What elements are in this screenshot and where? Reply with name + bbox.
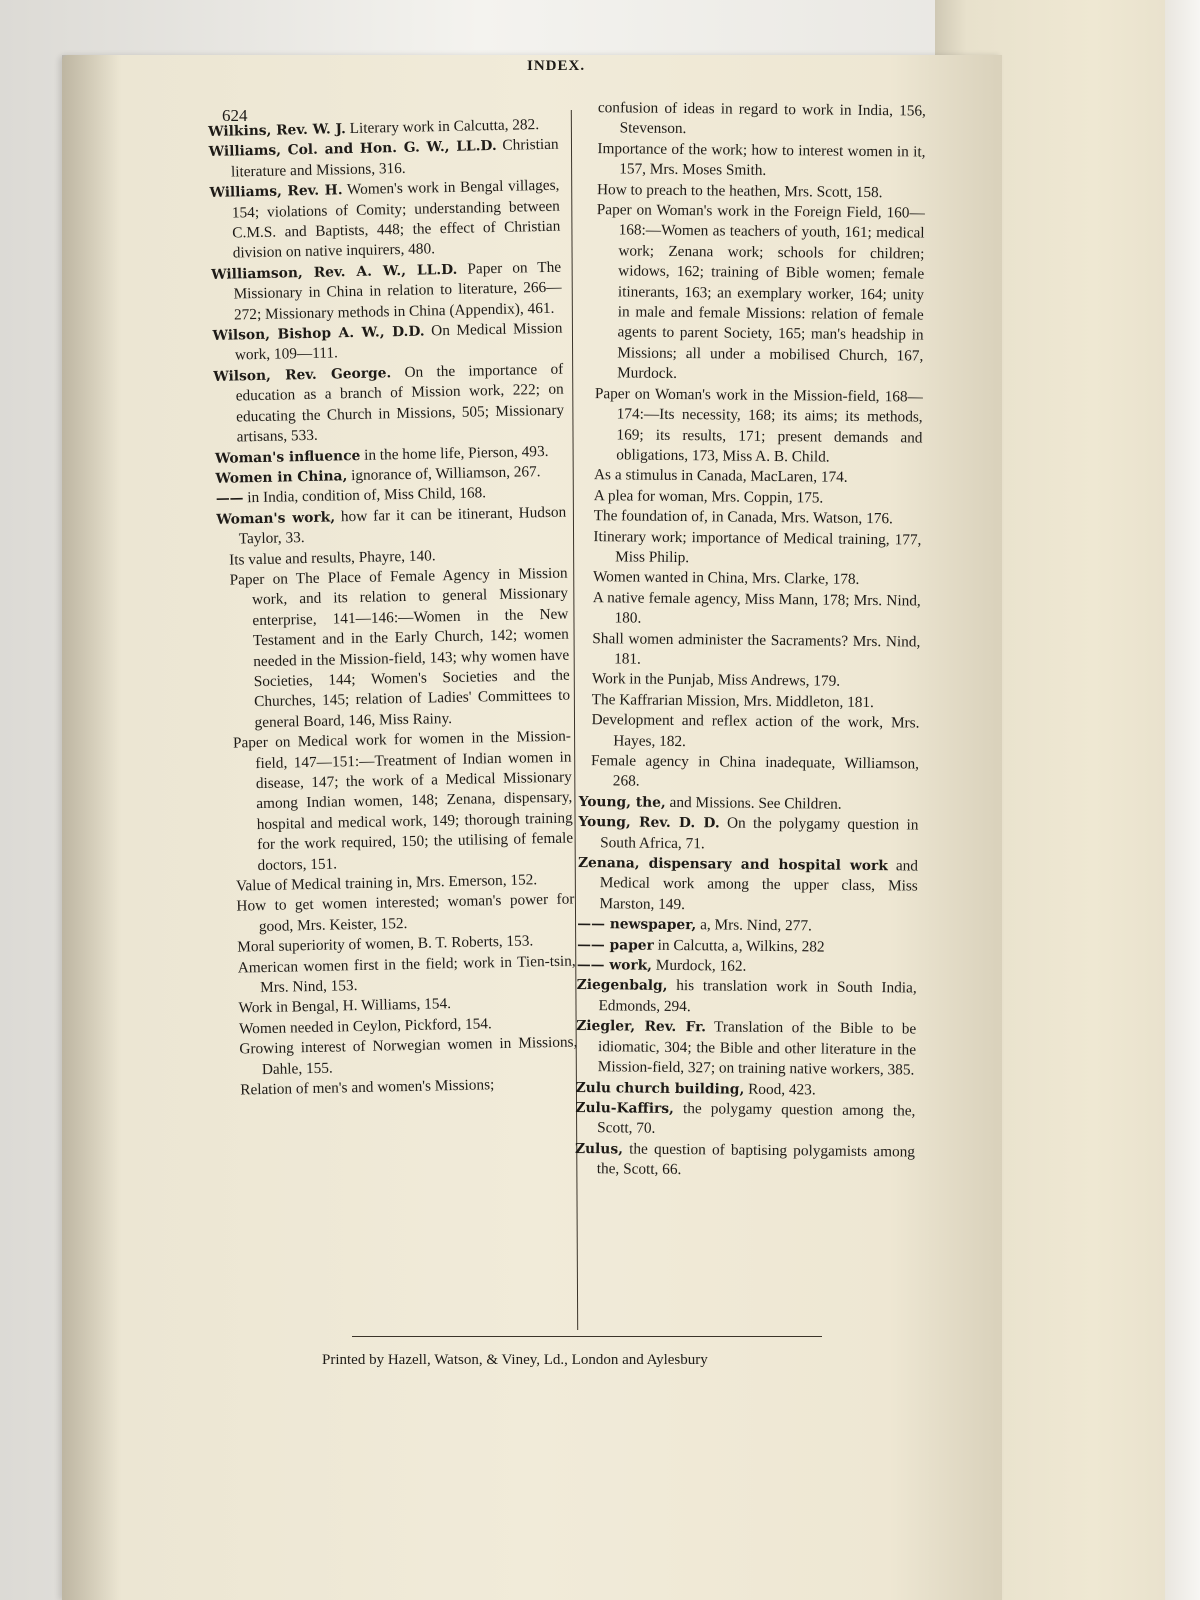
index-entry (577, 853, 918, 918)
entry-heading: Zulu church building, (575, 1079, 745, 1098)
index-entry (576, 975, 916, 1019)
printer-imprint: Printed by Hazell, Watson, & Viney, Ld., London and Aylesbury (322, 1352, 708, 1368)
index-column-left (208, 115, 578, 1102)
index-entry (575, 1139, 915, 1183)
entry-text: ignorance of, Williamson, 267. (347, 463, 541, 485)
running-header: INDEX. (527, 58, 586, 74)
index-subentry: Female agency in China inadequate, Williamson, 268. (590, 752, 920, 791)
entry-text: Rood, 423. (744, 1080, 816, 1098)
entry-text: the polygamy question among the, Scott, 70. (597, 1099, 916, 1138)
index-subentry: Women needed in Ceylon, Pickford, 154. (238, 1015, 492, 1038)
index-entry (211, 257, 562, 326)
index-entry (213, 359, 565, 448)
index-subentry: Paper on The Place of Female Agency in Mission work, and its relation to general Missionary enterprise, 141—146:—Women in the New Testament and in the Early Church, 142; women needed in the Mission-field, 143; why women have Societies, 144; Women's Societies and the Churches, 145; relation of Ladies' Committees to general Board, 146, Miss Rainy. (229, 564, 571, 731)
index-entry (575, 1098, 915, 1142)
index-column-right (575, 98, 926, 1183)
right-subentries (579, 98, 926, 795)
index-subentry: The foundation of, in Canada, Mrs. Watson, 176. (593, 507, 893, 528)
entry-text: in Calcutta, a, Wilkins, 282 (653, 936, 825, 956)
entry-text: a, Mrs. Nind, 277. (696, 916, 812, 935)
index-subentry: Paper on Medical work for women in the Mission-field, 147—151:—Treatment of Indian women in disease, 147; the work of a Medical Missionary among Indian women, 148; Zenana, dispensary, hospital and medical work, 149; thorough training for the work required, 150; the utilising of female doctors, 151. (232, 727, 574, 874)
index-subentry: confusion of ideas in regard to work in India, 156, Stevenson. (597, 99, 926, 138)
index-subentry: How to get women interested; woman's power for good, Mrs. Keister, 152. (236, 890, 575, 935)
entry-text: how far it can be itinerant, Hudson Taylor, 33. (238, 503, 567, 548)
index-subentry: Itinerary work; importance of Medical training, 177, Miss Philip. (593, 527, 922, 567)
entry-text: in India, condition of, Miss Child, 168. (243, 484, 487, 507)
index-subentry: Importance of the work; how to interest women in it, 157, Mrs. Moses Smith. (597, 139, 926, 180)
entry-text: Christian literature and Missions, 316. (230, 136, 559, 181)
index-entry (576, 1016, 917, 1081)
entry-text: Translation of the Bible to be idiomatic, 304; the Bible and other literature in the Mission-field, 327; on training native workers, 385. (597, 1018, 917, 1079)
entry-heading: Young, the, (578, 793, 666, 811)
entry-heading: Wilkins, Rev. W. J. (208, 121, 346, 140)
index-subentry: Value of Medical training in, Mrs. Emerson, 152. (235, 871, 538, 895)
index-entry (209, 176, 561, 265)
entry-heading: —— paper (577, 936, 654, 954)
entry-text: Murdock, 162. (651, 956, 747, 975)
index-subentry: The Kaffrarian Mission, Mrs. Middleton, 181. (591, 690, 875, 711)
index-subentry: As a stimulus in Canada, MacLaren, 174. (593, 466, 848, 487)
entry-text: On the polygamy question in South Africa, 71. (600, 814, 919, 852)
index-entry (578, 812, 918, 856)
index-subentry: Paper on Woman's work in the Mission-field, 168—174:—Its necessity, 168; its aims; its methods, 169; its results, 171; present demands and obligations, 173, Miss A. B. Child. (594, 384, 923, 466)
index-subentry: A plea for woman, Mrs. Coppin, 175. (593, 486, 824, 507)
entry-heading: Ziegler, Rev. Fr. (576, 1018, 707, 1036)
page-number: 624 (222, 106, 248, 125)
index-subentry: A native female agency, Miss Mann, 178; Mrs. Nind, 180. (592, 588, 921, 627)
index-subentry: Work in Bengal, H. Williams, 154. (238, 995, 452, 1018)
index-subentry: How to preach to the heathen, Mrs. Scott, 158. (596, 180, 883, 201)
index-subentry: Its value and results, Phayre, 140. (228, 546, 436, 569)
right-main-entries (575, 792, 919, 1183)
entry-text: the question of baptising polygamists among the, Scott, 66. (596, 1140, 916, 1179)
entry-heading: Zulu-Kaffirs, (575, 1099, 674, 1117)
entry-heading: —— (215, 490, 244, 508)
index-subentry: Paper on Woman's work in the Foreign Field, 160—168:—Women as teachers of youth, 161; medical work; Zenana work; schools for children; widows, 162; training of Bible women; female itinerants, 163; an exemplary worker, 164; unity in male and female Missions: relation of female agents to parent Society, 165; man's headship in Missions; all under a mobilised Church, 167, Murdock. (596, 201, 925, 383)
entry-heading: —— newspaper, (577, 916, 697, 934)
entry-text: Women's work in Bengal villages, 154; violations of Comity; understanding between C.M.S. and Baptists, 448; the effect of Christian division on native inquirers, 480. (231, 176, 561, 262)
entry-text: and Missions. See Children. (665, 793, 842, 813)
entry-heading: Williams, Col. and Hon. G. W., LL.D. (208, 138, 497, 161)
index-subentry: Growing interest of Norwegian women in Missions, Dahle, 155. (239, 1033, 578, 1078)
index-subentry: Shall women administer the Sacraments? Mrs. Nind, 181. (592, 629, 921, 668)
entry-heading: Wilson, Bishop A. W., D.D. (212, 323, 425, 345)
entry-text: his translation work in South India, Edmonds, 294. (598, 977, 917, 1016)
entry-heading: —— work, (576, 957, 653, 974)
index-subentry: Women wanted in China, Mrs. Clarke, 178. (592, 568, 860, 589)
entry-text: and Medical work among the upper class, Miss Marston, 149. (599, 857, 919, 913)
entry-heading: Woman's work, (216, 509, 336, 528)
entry-text: in the home life, Pierson, 493. (360, 442, 549, 464)
entry-heading: Women in China, (215, 468, 348, 487)
index-subentry: Relation of men's and women's Missions; (240, 1076, 495, 1099)
footer-rule (352, 1336, 822, 1337)
entry-heading: Wilson, Rev. George. (213, 365, 392, 385)
entry-text: Literary work in Calcutta, 282. (345, 116, 540, 138)
left-main-entries (208, 115, 567, 551)
entry-heading: Zenana, dispensary and hospital work (577, 854, 888, 875)
index-subentry: Moral superiority of women, B. T. Roberts, 153. (237, 932, 534, 956)
index-subentry: American women first in the field; work in Tien-tsin, Mrs. Nind, 153. (237, 952, 576, 997)
entry-text: On the importance of education as a branch of Mission work, 222; on educating the Church in Missions, 505; Missionary artisans, 533. (235, 360, 565, 446)
entry-heading: Woman's influence (214, 447, 361, 467)
left-subentries (217, 543, 578, 1101)
entry-heading: Young, Rev. D. D. (578, 814, 720, 832)
entry-heading: Williamson, Rev. A. W., LL.D. (211, 261, 458, 283)
index-subentry: Development and reflex action of the work, Mrs. Hayes, 182. (591, 711, 920, 750)
entry-text: Paper on The Missionary in China in relation to literature, 266—272; Missionary methods in China (Appendix), 461. (233, 258, 562, 324)
entry-text: On Medical Mission work, 109—111. (234, 319, 563, 364)
entry-heading: Zulus, (574, 1140, 624, 1158)
entry-heading: Ziegenbalg, (576, 977, 668, 995)
entry-heading: Williams, Rev. H. (209, 182, 343, 202)
index-subentry: Work in the Punjab, Miss Andrews, 179. (591, 670, 841, 691)
